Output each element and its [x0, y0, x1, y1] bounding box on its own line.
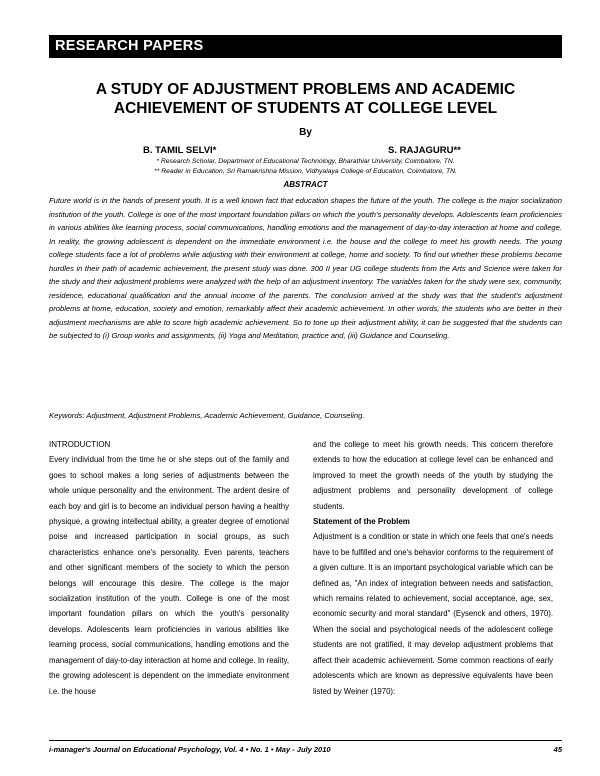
abstract-heading: ABSTRACT	[283, 180, 328, 189]
title-line-2: ACHIEVEMENT OF STUDENTS AT COLLEGE LEVEL	[113, 100, 498, 117]
problem-heading: Statement of the Problem	[313, 517, 410, 527]
left-column	[49, 437, 289, 699]
intro-paragraph: Every individual from the time he or she steps out of the family and goes to school makes a long series of adjustments between the whole unique personality and the environment. The ardent desire of each boy and girl is to become an individual person having a healthy physique, a growing intellectual ability, a greater degree of emotional poise and increased participation in social groups, as such characteristics enhance one's personality. Even parents, teachers and other significant members of the society to which the person belongs will encourage this desire. The college is the major socialization institution of the youth. College is one of the most important foundation pillars on which the youth's personality develops. Adolescents learn proficiencies in various abilities like learning process, social communications, handling emotions and the management of day-to-day interaction at home and college. In reality, the growing adolescent is dependent on the immediate environment i.e. the house	[49, 455, 289, 696]
abstract-text: Future world is in the hands of present youth. It is a well known fact that education shapes the future of the youth. The college is the major socialization institution of the youth. College is one of the most important foundation pillars on which the youth's personality develops. Adolescents learn proficiencies in various abilities like learning process, social communications, handling emotions and the management of day-to-day interaction at home and college. In reality, the growing adolescent is dependent on the immediate environment i.e. the house and the college to meet his growth needs. The young college students face a lot of problems while adjusting with their environment at college, home and society. To find out whether these problems become hurdles in their path of academic achievement, the present study was done. 300 II year UG college students from the Arts and Science were taken for the study and their adjustment problems were analyzed with the help of an adjustment inventory. The variables taken for the study were sex, community, residence, educational qualification and the annual income of the parents. The conclusion arrived at the study was that the student's adjustment problems at home, education, society and emotion, remarkably affect their academic achievement. In other words, the students who are better in their adjustment mechanisms are able to score high academic achievement. So to tone up their adjustment ability, it can be suggested that the students can be subjected to (i) Group works and assignments, (ii) Yoga and Meditation, practice and, (iii) Guidance and Counseling.	[49, 196, 562, 340]
paper-title	[49, 80, 562, 118]
problem-paragraph: Adjustment is a condition or state in which one feels that one's needs have to be fulfilled and one's behavior conforms to the requirement of a given culture. It is an important psychological variable which can be defined as, "An index of integration between needs and satisfaction, which remains related to achievement, social acceptance, age, sex, economic security and moral standard" (Eysenck and others, 1970). When the social and psychological needs of the adolescent college students are not gratified, it may develop adjustment problems that affect their academic achievement. Some common reactions of early adolescents which are known as depressive equivalents have been listed by Weiner (1970):	[313, 532, 553, 696]
affiliation-2: ** Reader in Education, Sri Ramakrishna Mission, Vidhyalaya College of Education, Coimbatore, TN.	[154, 168, 457, 175]
section-title: RESEARCH PAPERS	[55, 38, 204, 54]
affiliation-1: * Research Scholar, Department of Educational Technology, Bharathiar University, Coimbatore, TN.	[156, 158, 455, 165]
section-banner	[49, 35, 562, 58]
intro-continued-paragraph: and the college to meet his growth needs. This concern therefore extends to how the education at college level can be enhanced and improved to meet the growth needs of the youth by studying the adjustment problems and personality development of college students.	[313, 440, 553, 511]
title-line-1: A STUDY OF ADJUSTMENT PROBLEMS AND ACADEMIC	[95, 81, 516, 98]
author-1: B. TAMIL SELVI*	[143, 145, 217, 156]
author-2: S. RAJAGURU**	[388, 145, 461, 156]
journal-citation: i-manager's Journal on Educational Psychology, Vol. 4 • No. 1 • May - July 2010	[49, 745, 331, 754]
page-number: 45	[553, 745, 562, 754]
by-label: By	[299, 127, 312, 138]
right-column	[313, 437, 553, 699]
keywords: Keywords: Adjustment, Adjustment Problems, Academic Achievement, Guidance, Counseling.	[49, 411, 365, 420]
intro-heading: INTRODUCTION	[49, 440, 111, 449]
footer-divider	[49, 740, 562, 741]
